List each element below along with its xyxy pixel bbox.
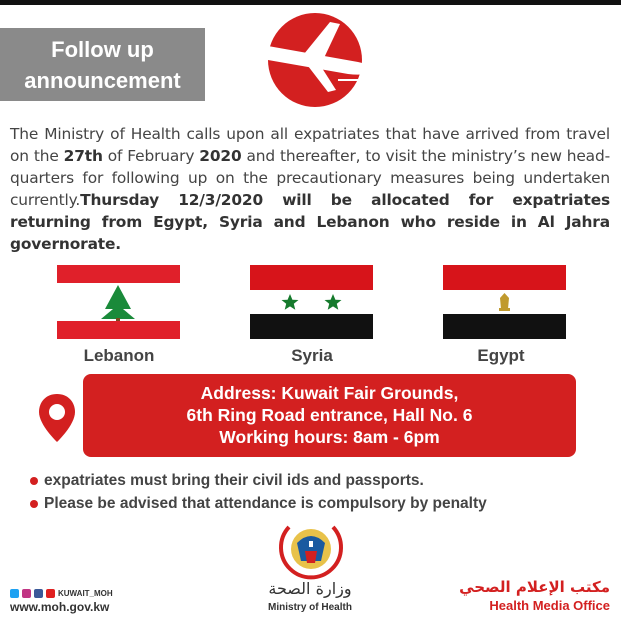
syria-flag-icon xyxy=(250,265,373,339)
text-part-2: of February xyxy=(102,147,200,165)
list-item xyxy=(30,492,610,515)
address-line-1: Address: Kuwait Fair Grounds, xyxy=(200,383,459,403)
text-part-3: and thereafter, to visit the ministry’s new head-quarters for following up on the precautionary measures being undertaken currently. xyxy=(10,147,610,209)
note-text: expatriates must bring their civil ids and passports. xyxy=(44,471,424,489)
title-line-1: Follow up xyxy=(51,37,154,62)
location-pin-icon xyxy=(36,392,78,444)
note-text: Please be advised that attendance is compulsory by penalty xyxy=(44,494,487,512)
flag-label-syria: Syria xyxy=(291,346,333,365)
social-links xyxy=(10,589,113,598)
notes-list xyxy=(30,469,610,515)
media-office-english: Health Media Office xyxy=(489,598,610,613)
twitter-icon[interactable] xyxy=(10,589,19,598)
date-year: 2020 xyxy=(199,147,242,165)
plane-logo-icon xyxy=(238,10,383,110)
website-link[interactable]: www.moh.gov.kw xyxy=(10,600,110,614)
youtube-icon[interactable] xyxy=(46,589,55,598)
title-line-2: announcement xyxy=(24,68,181,93)
lebanon-flag-icon xyxy=(57,265,180,339)
allocation-text: Thursday 12/3/2020 will be allocated for expatriates returning from Egypt, Syria and Lebanon who reside in Al Jahra governorate. xyxy=(10,191,610,253)
bullet-icon xyxy=(30,477,38,485)
ministry-emblem-icon xyxy=(275,521,347,583)
facebook-icon[interactable] xyxy=(34,589,43,598)
date-day: 27th xyxy=(63,147,103,165)
instagram-icon[interactable] xyxy=(22,589,31,598)
social-handle: KUWAIT_MOH xyxy=(58,589,113,598)
flag-label-lebanon: Lebanon xyxy=(83,346,155,365)
ministry-name-english: Ministry of Health xyxy=(268,602,352,613)
flag-label-egypt: Egypt xyxy=(477,346,525,365)
address-line-2: 6th Ring Road entrance, Hall No. 6 xyxy=(186,405,473,425)
egypt-flag-icon xyxy=(443,265,566,339)
address-box xyxy=(83,374,576,457)
announcement-title-box xyxy=(0,28,205,101)
top-bar xyxy=(0,0,621,5)
announcement-text xyxy=(10,123,610,255)
working-hours: Working hours: 8am - 6pm xyxy=(219,427,440,447)
bullet-icon xyxy=(30,500,38,508)
text-part-1: The Ministry of Health calls upon all expatriates that have arrived from travel on the xyxy=(10,125,610,165)
ministry-name-arabic: وزارة الصحة xyxy=(268,579,352,598)
list-item xyxy=(30,469,610,492)
media-office-arabic: مكتب الإعلام الصحي xyxy=(459,578,610,596)
